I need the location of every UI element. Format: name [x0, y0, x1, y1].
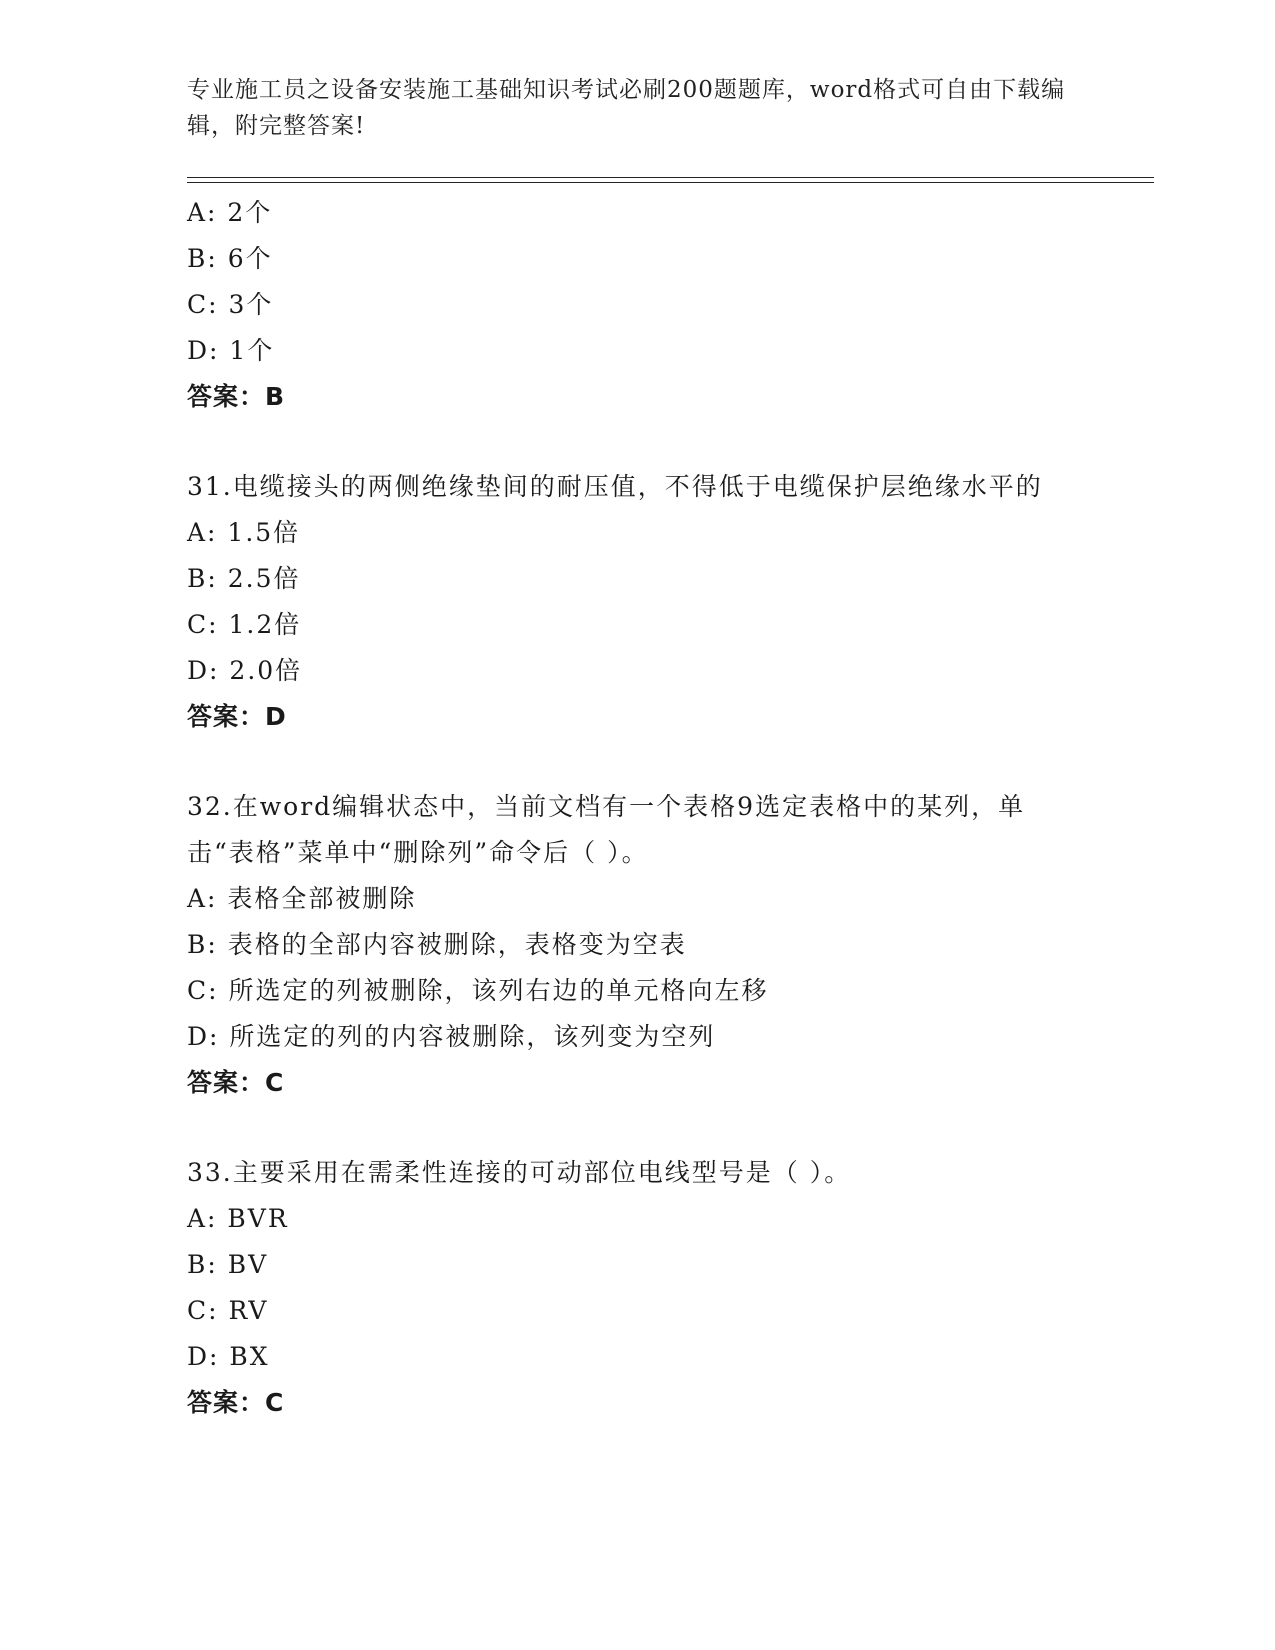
option-d: D: 2.0倍 [187, 656, 303, 685]
option-d: D: 所选定的列的内容被删除，该列变为空列 [187, 1022, 716, 1051]
question-list [187, 190, 1087, 1426]
option-c: C: 所选定的列被删除，该列右边的单元格向左移 [187, 976, 769, 1005]
page-header [187, 72, 1067, 144]
option-d: D: BX [187, 1342, 270, 1371]
question-block [187, 1150, 1087, 1426]
question-stem: 31.电缆接头的两侧绝缘垫间的耐压值，不得低于电缆保护层绝缘水平的 [187, 472, 1043, 501]
option-d: D: 1个 [187, 336, 275, 365]
option-b: B: 表格的全部内容被删除，表格变为空表 [187, 930, 687, 959]
document-title: 专业施工员之设备安装施工基础知识考试必刷200题题库，word格式可自由下载编辑，附完整答案! [187, 77, 1066, 139]
option-a: A: 1.5倍 [187, 518, 301, 547]
question-block [187, 464, 1087, 740]
answer-line: 答案：C [187, 1068, 285, 1097]
answer-line: 答案：C [187, 1388, 285, 1417]
question-block [187, 190, 1087, 420]
question-block [187, 784, 1087, 1106]
answer-line: 答案：D [187, 702, 287, 731]
option-b: B: 6个 [187, 244, 273, 273]
option-a: A: BVR [187, 1204, 289, 1233]
answer-line: 答案：B [187, 382, 286, 411]
option-b: B: 2.5倍 [187, 564, 301, 593]
question-stem: 33.主要采用在需柔性连接的可动部位电线型号是（ ）。 [187, 1158, 852, 1187]
option-c: C: RV [187, 1296, 269, 1325]
header-divider [187, 177, 1154, 183]
option-a: A: 2个 [187, 198, 273, 227]
option-a: A: 表格全部被删除 [187, 884, 417, 913]
option-b: B: BV [187, 1250, 269, 1279]
option-c: C: 3个 [187, 290, 274, 319]
option-c: C: 1.2倍 [187, 610, 302, 639]
question-stem: 32.在word编辑状态中，当前文档有一个表格9选定表格中的某列，单击“表格”菜单中“删除列”命令后（ ）。 [187, 792, 1026, 867]
